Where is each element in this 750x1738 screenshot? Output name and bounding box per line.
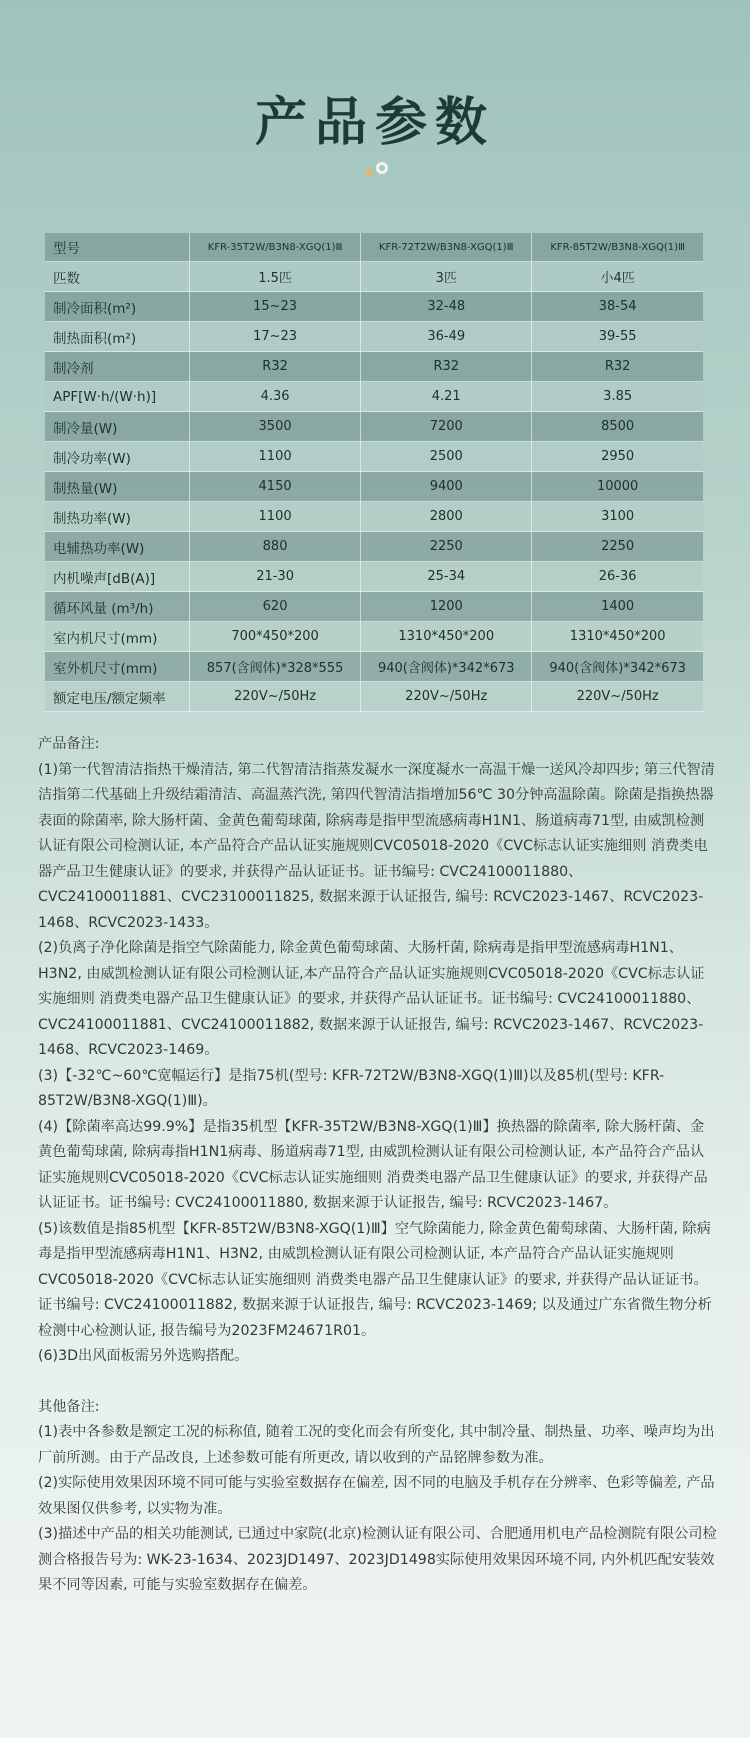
other-note: (2)实际使用效果因环境不同可能与实验室数据存在偏差, 因不同的电脑及手机存在分辨率、色彩等偏差, 产品效果图仅供参考, 以实物为准。: [38, 1475, 715, 1517]
table-cell: 940(含阀体)*342*673: [361, 652, 532, 682]
table-cell: 26-36: [532, 562, 703, 592]
product-note: (4)【除菌率高达99.9%】是指35机型【KFR-35T2W/B3N8-XGQ(1)Ⅲ】换热器的除菌率, 除大肠杆菌、金黄色葡萄球菌, 除病毒指H1N1病毒、肠道病毒71型, 由威凯检测认证有限公司检测认证, 本产品符合产品认证实施规则CVC05018-2020《CVC标志认证实施细则 消费类电器产品卫生健康认证》的要求, 并获得产品认证证书。证书编号: CVC24100011880, 数据来源于认证报告, 编号: RCVC2023-1467。: [38, 1118, 708, 1211]
table-cell: 10000: [532, 472, 703, 502]
table-cell: 17~23: [190, 322, 361, 352]
table-cell: 8500: [532, 412, 703, 442]
table-cell: 940(含阀体)*342*673: [532, 652, 703, 682]
table-cell: 2250: [532, 532, 703, 562]
table-row: [45, 532, 703, 562]
table-cell: 2950: [532, 442, 703, 472]
product-note: (6)3D出风面板需另外选购搭配。: [38, 1348, 249, 1364]
row-label: 制冷功率(W): [45, 442, 190, 472]
table-cell: 4.36: [190, 382, 361, 412]
row-label: 制冷量(W): [45, 412, 190, 442]
other-note: (3)描述中产品的相关功能测试, 已通过中家院(北京)检测认证有限公司、合肥通用机电产品检测院有限公司检测合格报告号为: WK-23-1634、2023JD1497、2023JD1498实际使用效果因环境不同, 内外机匹配安装效果不同等因素, 可能与实验室数据存在偏差。: [38, 1526, 717, 1593]
table-cell: 3500: [190, 412, 361, 442]
notes-spacer: [38, 1370, 718, 1395]
table-cell: 36-49: [361, 322, 532, 352]
table-cell: 39-55: [532, 322, 703, 352]
table-cell: 21-30: [190, 562, 361, 592]
row-label: 额定电压/额定频率: [45, 682, 190, 712]
table-row: [45, 262, 703, 292]
table-row: [45, 472, 703, 502]
table-cell: 4150: [190, 472, 361, 502]
table-cell: 1310*450*200: [361, 622, 532, 652]
product-note: (5)该数值是指85机型【KFR-85T2W/B3N8-XGQ(1)Ⅲ】空气除菌能力, 除金黄色葡萄球菌、大肠杆菌, 除病毒是指甲型流感病毒H1N1、H3N2, 由威凯检测认证有限公司检测认证, 本产品符合产品认证实施规则CVC05018-2020《CVC标志认证实施细则 消费类电器产品卫生健康认证》的要求, 并获得产品认证证书。证书编号: CVC24100011882, 数据来源于认证报告, 编号: RCVC2023-1469; 以及通过广东省微生物分析检测中心检测认证, 报告编号为2023FM24671R01。: [38, 1220, 712, 1339]
table-cell: 1200: [361, 592, 532, 622]
row-label: 制冷面积(m²): [45, 292, 190, 322]
product-note: (2)负离子净化除菌是指空气除菌能力, 除金黄色葡萄球菌、大肠杆菌, 除病毒是指甲型流感病毒H1N1、H3N2, 由威凯检测认证有限公司检测认证,本产品符合产品认证实施规则CVC05018-2020《CVC标志认证实施细则 消费类电器产品卫生健康认证》的要求, 并获得产品认证证书。证书编号: CVC24100011880、CVC24100011881、CVC24100011882, 数据来源于认证报告, 编号: RCVC2023-1467、RCVC2023-1468、RCVC2023-1469。: [38, 940, 705, 1058]
table-cell: 700*450*200: [190, 622, 361, 652]
row-label: APF[W·h/(W·h)]: [45, 382, 190, 412]
row-label: 室内机尺寸(mm): [45, 622, 190, 652]
table-cell: 小4匹: [532, 262, 703, 292]
page-title: 产品参数: [254, 93, 495, 153]
table-cell: 220V~/50Hz: [532, 682, 703, 712]
row-label: 室外机尺寸(mm): [45, 652, 190, 682]
title-decoration: [366, 160, 396, 180]
table-cell: 857(含阀体)*328*555: [190, 652, 361, 682]
table-cell: KFR-85T2W/B3N8-XGQ(1)Ⅲ: [532, 233, 703, 262]
row-label: 内机噪声[dB(A)]: [45, 562, 190, 592]
row-label: 制冷剂: [45, 352, 190, 382]
table-cell: 9400: [361, 472, 532, 502]
table-row: [45, 442, 703, 472]
table-cell: 880: [190, 532, 361, 562]
table-cell: 25-34: [361, 562, 532, 592]
table-cell: 2800: [361, 502, 532, 532]
ring-icon: [376, 162, 388, 174]
table-row: [45, 412, 703, 442]
table-cell: 2250: [361, 532, 532, 562]
table-row: [45, 292, 703, 322]
table-cell: KFR-35T2W/B3N8-XGQ(1)Ⅲ: [190, 233, 361, 262]
table-cell: 15~23: [190, 292, 361, 322]
table-cell: 220V~/50Hz: [361, 682, 532, 712]
table-cell: 2500: [361, 442, 532, 472]
row-label: 循环风量 (m³/h): [45, 592, 190, 622]
table-row: [45, 652, 703, 682]
table-cell: 1100: [190, 442, 361, 472]
other-note: (1)表中各参数是额定工况的标称值, 随着工况的变化而会有所变化, 其中制冷量、制热量、功率、噪声均为出厂前所测。由于产品改良, 上述参数可能有所更改, 请以收到的产品铭牌参数为准。: [38, 1424, 715, 1466]
table-cell: 3.85: [532, 382, 703, 412]
table-cell: 220V~/50Hz: [190, 682, 361, 712]
table-cell: 7200: [361, 412, 532, 442]
table-cell: 3100: [532, 502, 703, 532]
table-cell: 1400: [532, 592, 703, 622]
table-cell: 1100: [190, 502, 361, 532]
table-row: [45, 352, 703, 382]
table-row: [45, 592, 703, 622]
table-header-row: [45, 233, 703, 262]
table-cell: KFR-72T2W/B3N8-XGQ(1)Ⅲ: [361, 233, 532, 262]
spec-table: [45, 233, 703, 712]
dot-icon: [366, 169, 372, 175]
table-row: [45, 382, 703, 412]
table-cell: 1.5匹: [190, 262, 361, 292]
table-cell: R32: [190, 352, 361, 382]
table-cell: R32: [532, 352, 703, 382]
table-row: [45, 502, 703, 532]
table-cell: 4.21: [361, 382, 532, 412]
table-cell: 620: [190, 592, 361, 622]
table-row: [45, 322, 703, 352]
other-notes-heading: 其他备注:: [38, 1398, 100, 1415]
notes-section: [38, 732, 718, 1599]
table-cell: 38-54: [532, 292, 703, 322]
row-label: 制热量(W): [45, 472, 190, 502]
row-label: 制热面积(m²): [45, 322, 190, 352]
table-cell: 32-48: [361, 292, 532, 322]
table-row: [45, 682, 703, 712]
row-label: 电辅热功率(W): [45, 532, 190, 562]
row-label: 制热功率(W): [45, 502, 190, 532]
table-cell: 1310*450*200: [532, 622, 703, 652]
row-label: 型号: [45, 233, 190, 262]
table-row: [45, 562, 703, 592]
product-note: (3)【-32℃~60℃宽幅运行】是指75机(型号: KFR-72T2W/B3N8-XGQ(1)Ⅲ)以及85机(型号: KFR-85T2W/B3N8-XGQ(1)Ⅲ)。: [38, 1067, 665, 1109]
table-cell: 3匹: [361, 262, 532, 292]
row-label: 匹数: [45, 262, 190, 292]
table-cell: R32: [361, 352, 532, 382]
product-note: (1)第一代智清洁指热干燥清洁, 第二代智清洁指蒸发凝水一深度凝水一高温干燥一送风冷却四步; 第三代智清洁指第二代基础上升级结霜清洁、高温蒸汽洗, 第四代智清洁指增加56℃ 30分钟高温除菌。除菌是指换热器表面的除菌率, 除大肠杆菌、金黄色葡萄球菌, 除病毒是指甲型流感病毒H1N1、肠道病毒71型, 由威凯检测认证有限公司检测认证, 本产品符合产品认证实施规则CVC05018-2020《CVC标志认证实施细则 消费类电器产品卫生健康认证》的要求, 并获得产品认证证书。证书编号: CVC24100011880、CVC24100011881、CVC23100011825, 数据来源于认证报告, 编号: RCVC2023-1467、RCVC2023-1468、RCVC2023-1433。: [38, 761, 715, 931]
table-row: [45, 622, 703, 652]
product-notes-heading: 产品备注:: [38, 736, 100, 752]
